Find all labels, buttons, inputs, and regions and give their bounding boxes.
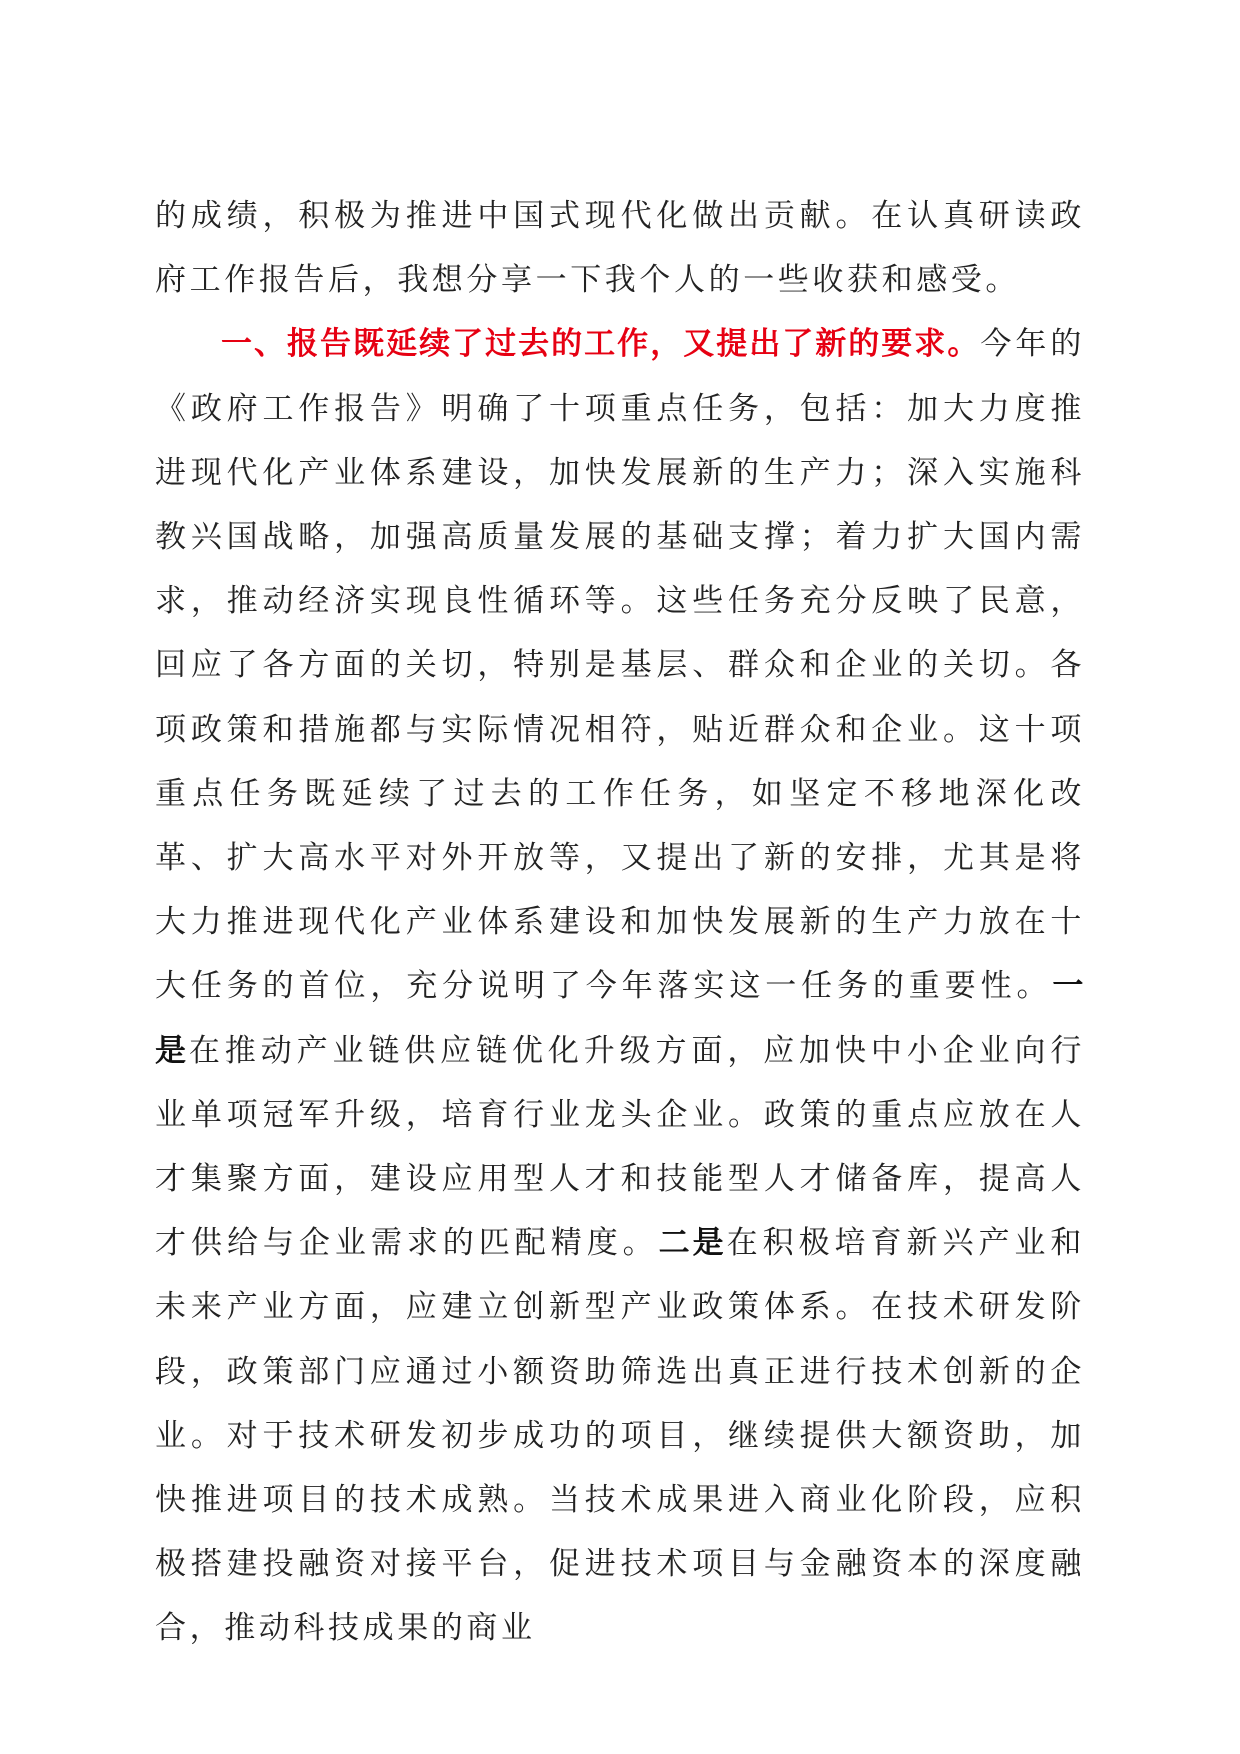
section-text-3: 在积极培育新兴产业和未来产业方面，应建立创新型产业政策体系。在技术研发阶段，政策部门应通过小额资助筛选出真正进行技术创新的企业。对于技术研发初步成功的项目，继续提供大额资助，加快推进项目的技术成熟。当技术成果进入商业化阶段，应积极搭建投融资对接平台，促进技术项目与金融资本的深度融合，推动科技成果的商业 bbox=[155, 1225, 1086, 1647]
point-marker-2: 二是 bbox=[658, 1225, 727, 1262]
paragraph-1-text: 的成绩，积极为推进中国式现代化做出贡献。在认真研读政府工作报告后，我想分享一下我个人的一些收获和感受。 bbox=[155, 198, 1085, 299]
document-body bbox=[155, 184, 1085, 1661]
section-heading: 一、报告既延续了过去的工作，又提出了新的要求。 bbox=[221, 326, 981, 363]
paragraph-continuation bbox=[155, 184, 1085, 312]
point-marker-1: 一是 bbox=[155, 968, 1085, 1069]
paragraph-section-one bbox=[155, 312, 1085, 1660]
section-text-2: 在推动产业链供应链优化升级方面，应加快中小企业向行业单项冠军升级，培育行业龙头企业。政策的重点应放在人才集聚方面，建设应用型人才和技能型人才储备库，提高人才供给与企业需求的匹配精度。 bbox=[155, 1032, 1085, 1262]
section-text-1: 今年的《政府工作报告》明确了十项重点任务，包括：加大力度推进现代化产业体系建设，加快发展新的生产力；深入实施科教兴国战略，加强高质量发展的基础支撑；着力扩大国内需求，推动经济实现良性循环等。这些任务充分反映了民意，回应了各方面的关切，特别是基层、群众和企业的关切。各项政策和措施都与实际情况相符，贴近群众和企业。这十项重点任务既延续了过去的工作任务，如坚定不移地深化改革、扩大高水平对外开放等，又提出了新的安排，尤其是将大力推进现代化产业体系建设和加快发展新的生产力放在十大任务的首位，充分说明了今年落实这一任务的重要性。 bbox=[155, 326, 1085, 1005]
